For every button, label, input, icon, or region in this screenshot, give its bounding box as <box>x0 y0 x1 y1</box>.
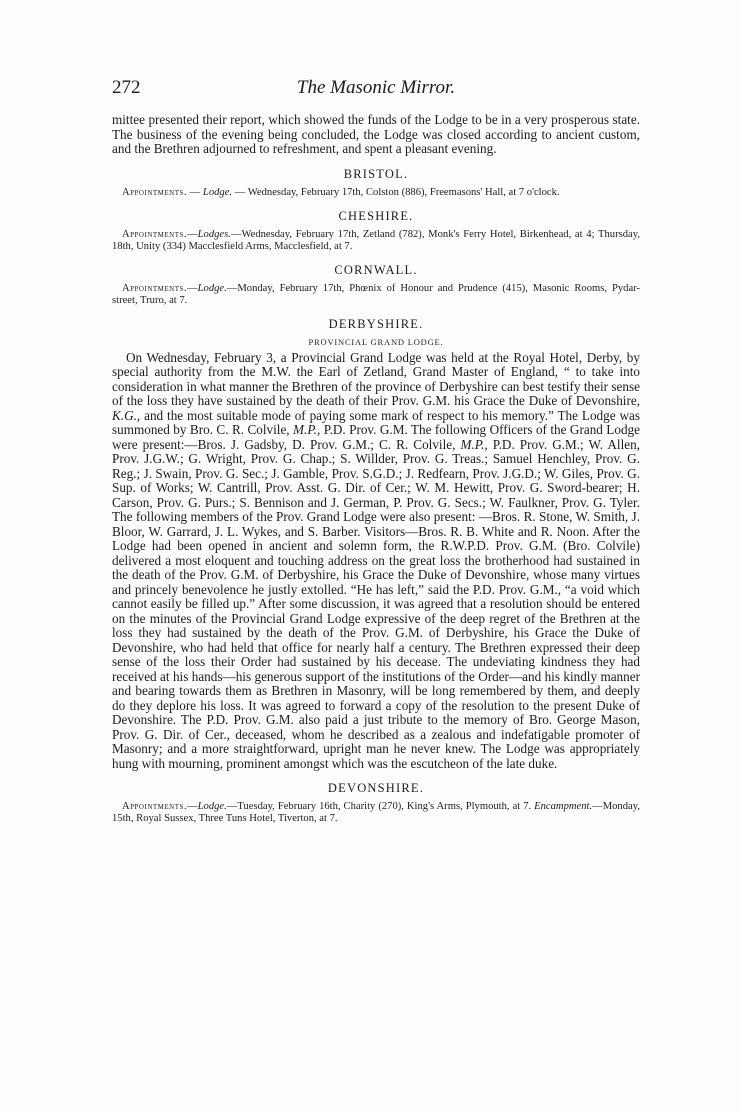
report-italic-mp: M.P., <box>293 422 321 437</box>
report-text-4: P.D. Prov. G.M.; W. Allen, Prov. J.G.W.; G. Wright, Prov. G. Chap.; S. Willder, Prov. G. Treas.; Samuel Henchley, Prov. G. Reg.; J. Swain, Prov. G. Sec.; J. Gamble, Prov. S.G.D.; J. Redfearn, Prov. J.G.D.; W. Giles, Prov. G. Sup. of Works; W. Cantrill, Prov. Asst. G. Dir. of Cer.; W. M. Hewitt, Prov. G. Sword-bearer; H. Carson, Prov. G. Purs.; S. Bennison and J. German, P. Prov. G. Secs.; W. Faulkner, Prov. G. Tyler. The following members of the Prov. Grand Lodge were also present: —Bros. R. Stone, W. Smith, J. Bloor, W. Garrard, J. L. Wykes, and S. Barber. Visitors—Bros. R. B. White and R. Noon. After the Lodge had been opened in ancient and solemn form, the R.W.P.D. Prov. G.M. (Bro. Colvile) delivered a most eloquent and touching address on the great loss the brotherhood had sustained in the death of the Prov. G.M. of Derbyshire, his Grace the Duke of Devonshire, whose many virtues and princely benevolence he justly extolled. “He has left,” said the P.D. Prov. G.M., “a void which cannot easily be filled up.” After some discussion, it was agreed that a resolution should be entered on the minutes of the Provincial Grand Lodge expressive of the deep regret of the Brethren at the loss they had sustained by the death of the Prov. G.M. of Derbyshire, his Grace the Duke of Devonshire, who had held that office for nearly half a century. The Brethren expressed their deep sense of the loss their Order had sustained by his decease. The undeviating kindness they had received at his hands—his generous support of the institutions of the Order—and his kindly manner and bearing towards them as Brethren in Masonry, will be long remembered by them, and deeply do they deplore his loss. It was agreed to forward a copy of the resolution to the present Duke of Devonshire. The P.D. Prov. G.M. also paid a just tribute to the memory of Bro. George Mason, Prov. G. Dir. of Cer., deceased, whom he described as a zealous and indefatigable promoter of Masonry; and a more straightforward, upright man he never knew. The Lodge was appropriately hung with mourning, prominent amongst which was the escutcheon of the late duke. <box>112 436 640 771</box>
appointments-label: Appointments. <box>122 282 188 294</box>
page-header <box>112 77 640 101</box>
meeting-kind: Lodge. <box>197 282 227 294</box>
section-subheading: PROVINCIAL GRAND LODGE. <box>308 336 444 347</box>
section-heading-cornwall: CORNWALL. <box>334 262 418 277</box>
intro-paragraph: mittee presented their report, which showed the funds of the Lodge to be in a very prosperous state. The business of the evening being concluded, the Lodge was closed according to ancient custom, and the Brethren adjourned to refreshment, and spent a pleasant evening. <box>112 112 640 156</box>
notice-cornwall <box>112 283 640 307</box>
report-text-2: and the most suitable mode of paying some mark of respect to his memory.” The Lodge was summoned by Bro. C. R. Colvile, <box>112 407 640 437</box>
notice-text: —Wednesday, February 17th, Zetland (782), Monk's Ferry Hotel, Birkenhead, at 4; Thursday, 18th, Unity (334) Macclesfield Arms, Macclesfield, at 7. <box>112 228 640 252</box>
page-number: 272 <box>112 77 141 98</box>
notice-text: —Tuesday, February 16th, Charity (270), King's Arms, Plymouth, at 7. <box>226 801 535 812</box>
separator: — <box>187 801 198 812</box>
notice-bristol <box>112 187 640 199</box>
meeting-kind: Lodge. <box>197 801 227 812</box>
appointments-label: Appointments. <box>122 801 188 812</box>
notice-devonshire <box>112 801 640 825</box>
notice-text: —Monday, February 17th, Phœnix of Honour and Prudence (415), Masonic Rooms, Pydar-street, Truro, at 7. <box>112 282 640 306</box>
separator: — <box>187 186 203 198</box>
report-italic-kg: K.G., <box>112 407 141 423</box>
derbyshire-report <box>112 351 640 772</box>
running-title: The Masonic Mirror. <box>296 77 456 98</box>
section-heading-cheshire: CHESHIRE. <box>338 208 414 223</box>
notice-cheshire <box>112 229 640 253</box>
appointments-label: Appointments. <box>122 186 188 198</box>
report-text-3: P.D. Prov. G.M. The following Officers of the Grand Lodge were present:—Bros. J. Gadsby, D. Prov. G.M.; C. R. Colvile, <box>112 422 640 452</box>
notice-text: — Wednesday, February 17th, Colston (886), Freemasons' Hall, at 7 o'clock. <box>232 186 560 198</box>
report-text-1: On Wednesday, February 3, a Provincial Grand Lodge was held at the Royal Hotel, Derby, by special authority from the M.W. the Earl of Zetland, Grand Master of England, “ to take into consideration in what manner the Brethren of the province of Derbyshire can best testify their sense of the loss they have sustained by the death of their Prov. G.M. his Grace the Duke of Devonshire, <box>112 349 640 408</box>
text-column <box>112 113 640 825</box>
meeting-kind: Lodges. <box>197 228 231 240</box>
meeting-kind: Lodge. <box>202 186 233 198</box>
meeting-kind-encampment: Encampment. <box>534 801 593 812</box>
report-italic-mp: M.P., <box>460 436 488 452</box>
separator: — <box>187 228 198 240</box>
appointments-label: Appointments. <box>122 228 188 240</box>
section-heading-bristol: BRISTOL. <box>343 166 409 181</box>
notice-text-2: —Monday, 15th, Royal Sussex, Three Tuns Hotel, Tiverton, at 7. <box>112 801 640 824</box>
section-heading-derbyshire: DERBYSHIRE. <box>328 316 424 331</box>
separator: — <box>187 282 198 294</box>
section-heading-devonshire: DEVONSHIRE. <box>327 781 425 795</box>
